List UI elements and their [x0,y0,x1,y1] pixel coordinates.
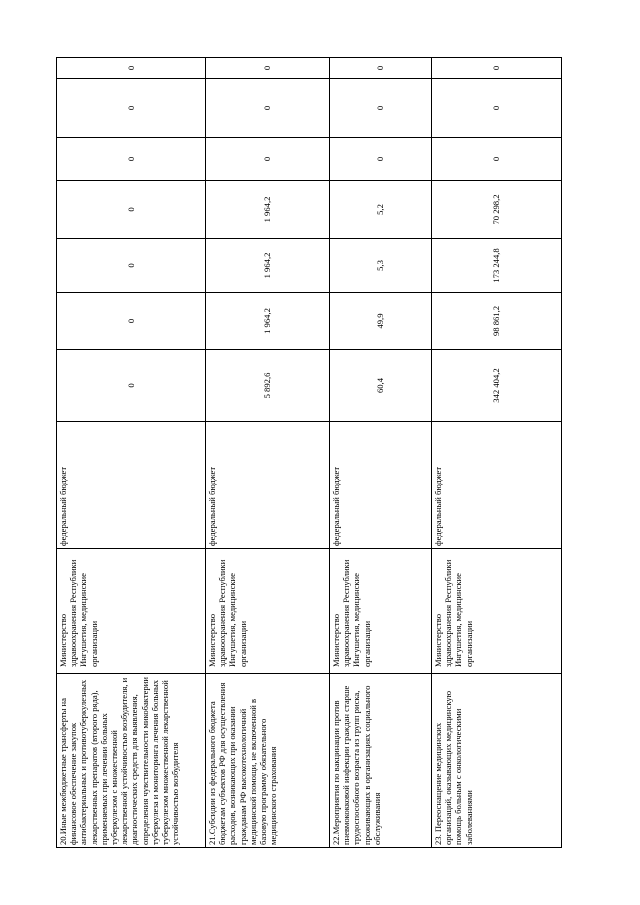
value-cell: 5,2 [330,181,432,239]
table-row [57,58,206,848]
value-cell: 1 964,2 [206,181,330,239]
value-cell: 0 [432,79,562,138]
value-cell: 5,3 [330,239,432,293]
value-cell: 49,9 [330,293,432,350]
value-cell: 0 [330,58,432,79]
responsible-executor: Министерство здравоохранения Республики Ингушетия, медицинские организации [206,549,330,674]
funding-source: федеральный бюджет [330,422,432,549]
value-cell: 173 244,8 [432,239,562,293]
value-cell: 5 892,6 [206,350,330,422]
value-cell: 0 [57,58,206,79]
funding-source: федеральный бюджет [432,422,562,549]
table-row [432,58,562,848]
responsible-executor: Министерство здравоохранения Республики Ингушетия, медицинские организации [57,549,206,674]
value-cell: 342 404,2 [432,350,562,422]
value-cell: 0 [57,138,206,181]
value-cell: 0 [57,181,206,239]
value-cell: 1 964,2 [206,293,330,350]
value-cell: 0 [57,293,206,350]
value-cell: 0 [206,79,330,138]
value-cell: 98 861,2 [432,293,562,350]
funding-source: федеральный бюджет [57,422,206,549]
value-cell: 0 [57,350,206,422]
value-cell: 0 [330,79,432,138]
value-cell: 0 [330,138,432,181]
responsible-executor: Министерство здравоохранения Республики Ингушетия, медицинские организации [432,549,562,674]
measure-name: 21.Субсидии из федерального бюджета бюджетам субъектов РФ для осуществления расходов, возникающих при оказании гражданам РФ высокотехнологичной медицинской помощи, не включенной в базовую программу обязательного медицинского страхования [206,674,330,848]
value-cell: 60,4 [330,350,432,422]
program-table [56,57,562,848]
value-cell: 0 [57,239,206,293]
measure-name: 20.Иные межбюджетные трансферты на финансовое обеспечение закупок антибактериальных и противотуберкулезных лекарственных препаратов (второго ряда), применяемых при лечении больных туберкулезом с множественной лекарственной устойчивостью возбудителя, и диагностических средств для выявления, определения чувствительности микобактерии туберкулеза и мониторинга лечения больных туберкулезом множественной лекарственной устойчивостью возбудителя [57,674,206,848]
value-cell: 0 [432,138,562,181]
value-cell: 0 [57,79,206,138]
responsible-executor: Министерство здравоохранения Республики Ингушетия, медицинские организации [330,549,432,674]
value-cell: 0 [206,138,330,181]
value-cell: 1 964,2 [206,239,330,293]
value-cell: 70 298,2 [432,181,562,239]
table-row [330,58,432,848]
value-cell: 0 [206,58,330,79]
funding-source: федеральный бюджет [206,422,330,549]
table-row [206,58,330,848]
measure-name: 23. Переоснащение медицинских организаций, оказывающих медицинскую помощь больным с онкологическими заболеваниями [432,674,562,848]
value-cell: 0 [432,58,562,79]
measure-name: 22.Мероприятия по вакцинации против пневмококковой инфекции граждан старше трудоспособного возраста из групп риска, проживающих в организациях социального обслуживания [330,674,432,848]
rotated-page [56,58,561,848]
